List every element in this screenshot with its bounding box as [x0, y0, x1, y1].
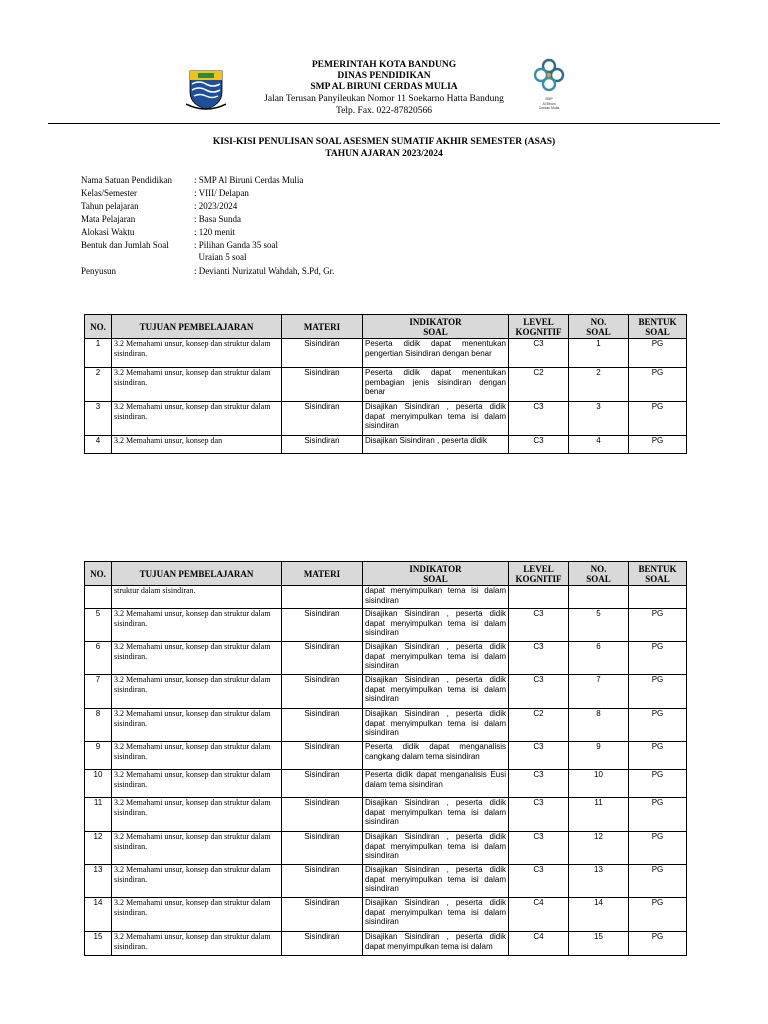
- level-cell: C3: [509, 436, 569, 454]
- info-label: [81, 251, 194, 264]
- info-label: Mata Pelajaran: [81, 213, 136, 224]
- table-header-row: [85, 315, 687, 339]
- nosoal-cell: 15: [569, 932, 629, 956]
- info-label: Tahun pelajaran: [81, 200, 139, 211]
- info-value: : VIII/ Delapan: [194, 187, 249, 198]
- letterhead-phone: Telp. Fax. 022-87820566: [336, 106, 432, 116]
- info-block: [81, 174, 334, 278]
- info-value: : SMP Al Biruni Cerdas Mulia: [194, 175, 304, 185]
- bentuk-cell: PG: [629, 609, 687, 642]
- indikator-cell: Disajikan Sisindiran , peserta didik dapat menyimpulkan tema isi dalam sisindiran: [363, 865, 509, 898]
- school-emblem-icon: [528, 58, 570, 92]
- school-logo-text3: Cerdas Mulia: [538, 106, 560, 110]
- level-cell: C2: [509, 709, 569, 742]
- header-nosoal-line1: NO.: [590, 563, 607, 574]
- header-bentuk-line1: BENTUK: [638, 316, 677, 327]
- table-row: [85, 675, 687, 709]
- row-number: 10: [85, 770, 112, 798]
- row-number: 12: [85, 832, 112, 865]
- indikator-cell: Disajikan Sisindiran , peserta didik: [363, 436, 509, 454]
- bentuk-cell: PG: [629, 770, 687, 798]
- table-header-row: [85, 562, 687, 586]
- info-value: : Basa Sunda: [194, 213, 241, 224]
- header-nosoal: [569, 315, 629, 339]
- header-level-line2: KOGNITIF: [515, 326, 562, 337]
- tujuan-cell: 3.2 Memahami unsur, konsep dan struktur dalam sisindiran.: [112, 675, 282, 709]
- bentuk-cell: PG: [629, 932, 687, 956]
- row-number: 9: [85, 742, 112, 770]
- header-indikator-line2: SOAL: [423, 326, 448, 337]
- nosoal-cell: 6: [569, 642, 629, 675]
- tujuan-cell: struktur dalam sisindiran.: [112, 586, 282, 609]
- row-number: 5: [85, 609, 112, 642]
- tujuan-cell: 3.2 Memahami unsur, konsep dan struktur dalam sisindiran.: [112, 898, 282, 932]
- bentuk-cell: PG: [629, 832, 687, 865]
- header-nosoal-line2: SOAL: [586, 573, 611, 584]
- nosoal-cell: 9: [569, 742, 629, 770]
- table-row-continuation: [85, 586, 687, 609]
- header-level: [509, 315, 569, 339]
- info-label: Alokasi Waktu: [81, 226, 135, 237]
- table-row: [85, 898, 687, 932]
- header-indikator-line1: INDIKATOR: [409, 316, 462, 327]
- tujuan-cell: 3.2 Memahami unsur, konsep dan: [112, 436, 282, 454]
- row-number: 14: [85, 898, 112, 932]
- materi-cell: Sisindiran: [282, 642, 363, 675]
- letterhead-divider: [48, 123, 720, 124]
- level-cell: C3: [509, 402, 569, 436]
- info-label: Kelas/Semester: [81, 187, 137, 198]
- document-subtitle: TAHUN AJARAN 2023/2024: [325, 149, 443, 159]
- bentuk-cell: PG: [629, 865, 687, 898]
- table-row: [85, 709, 687, 742]
- header-nosoal-line1: NO.: [590, 316, 607, 327]
- header-indikator: [363, 315, 509, 339]
- level-cell: C3: [509, 832, 569, 865]
- indikator-cell: Disajikan Sisindiran , peserta didik dapat menyimpulkan tema isi dalam sisindiran: [363, 798, 509, 832]
- table-row: [85, 402, 687, 436]
- header-indikator: [363, 562, 509, 586]
- level-cell: C2: [509, 368, 569, 402]
- tujuan-cell: 3.2 Memahami unsur, konsep dan struktur dalam sisindiran.: [112, 339, 282, 368]
- materi-cell: Sisindiran: [282, 675, 363, 709]
- nosoal-cell: 11: [569, 798, 629, 832]
- header-nosoal-line2: SOAL: [586, 326, 611, 337]
- indikator-cell: Disajikan Sisindiran , peserta didik dapat menyimpulkan tema isi dalam sisindiran: [363, 898, 509, 932]
- row-number: 2: [85, 368, 112, 402]
- tujuan-cell: 3.2 Memahami unsur, konsep dan struktur dalam sisindiran.: [112, 742, 282, 770]
- materi-cell: Sisindiran: [282, 436, 363, 454]
- table-row: [85, 742, 687, 770]
- header-bentuk-line2: SOAL: [645, 326, 670, 337]
- info-row: [81, 226, 334, 239]
- header-level-line1: LEVEL: [523, 316, 554, 327]
- tujuan-cell: 3.2 Memahami unsur, konsep dan struktur dalam sisindiran.: [112, 798, 282, 832]
- level-cell: C4: [509, 898, 569, 932]
- header-indikator-line1: INDIKATOR: [409, 563, 462, 574]
- nosoal-cell: [569, 586, 629, 609]
- nosoal-cell: 3: [569, 402, 629, 436]
- tujuan-cell: 3.2 Memahami unsur, konsep dan struktur dalam sisindiran.: [112, 609, 282, 642]
- header-bentuk-line1: BENTUK: [638, 563, 677, 574]
- bandung-city-emblem-icon: [186, 68, 226, 110]
- header-materi: MATERI: [282, 562, 363, 586]
- school-logo: [528, 58, 570, 110]
- nosoal-cell: 14: [569, 898, 629, 932]
- table-row: [85, 642, 687, 675]
- header-no: NO.: [85, 315, 112, 339]
- info-value: Uraian 5 soal: [194, 252, 247, 263]
- header-nosoal: [569, 562, 629, 586]
- table-row: [85, 832, 687, 865]
- bentuk-cell: PG: [629, 402, 687, 436]
- header-indikator-line2: SOAL: [423, 573, 448, 584]
- indikator-cell: Disajikan Sisindiran , peserta didik dapat menyimpulkan tema isi dalam sisindiran: [363, 675, 509, 709]
- bentuk-cell: PG: [629, 798, 687, 832]
- header-tujuan: TUJUAN PEMBELAJARAN: [112, 315, 282, 339]
- header-level-line1: LEVEL: [523, 563, 554, 574]
- header-level: [509, 562, 569, 586]
- header-materi: MATERI: [282, 315, 363, 339]
- row-number: [85, 586, 112, 609]
- nosoal-cell: 10: [569, 770, 629, 798]
- materi-cell: Sisindiran: [282, 709, 363, 742]
- info-row: [81, 200, 334, 213]
- header-level-line2: KOGNITIF: [515, 573, 562, 584]
- level-cell: C3: [509, 865, 569, 898]
- table-row: [85, 339, 687, 368]
- nosoal-cell: 2: [569, 368, 629, 402]
- level-cell: C4: [509, 932, 569, 956]
- info-label: Nama Satuan Pendidikan: [81, 175, 172, 185]
- letterhead-department: DINAS PENDIDIKAN: [337, 71, 431, 81]
- materi-cell: Sisindiran: [282, 898, 363, 932]
- row-number: 7: [85, 675, 112, 709]
- row-number: 15: [85, 932, 112, 956]
- level-cell: [509, 586, 569, 609]
- info-row: [81, 187, 334, 200]
- nosoal-cell: 12: [569, 832, 629, 865]
- table-row: [85, 770, 687, 798]
- table-row: [85, 368, 687, 402]
- tujuan-cell: 3.2 Memahami unsur, konsep dan struktur dalam sisindiran.: [112, 932, 282, 956]
- tujuan-cell: 3.2 Memahami unsur, konsep dan struktur dalam sisindiran.: [112, 770, 282, 798]
- indikator-cell: Disajikan Sisindiran , peserta didik dapat menyimpulkan tema isi dalam sisindiran: [363, 709, 509, 742]
- materi-cell: Sisindiran: [282, 742, 363, 770]
- nosoal-cell: 7: [569, 675, 629, 709]
- row-number: 11: [85, 798, 112, 832]
- header-bentuk-line2: SOAL: [645, 573, 670, 584]
- table-row: [85, 865, 687, 898]
- level-cell: C3: [509, 609, 569, 642]
- info-row: [81, 213, 334, 226]
- nosoal-cell: 13: [569, 865, 629, 898]
- school-logo-text2: Al Biruni: [542, 101, 556, 106]
- tujuan-cell: 3.2 Memahami unsur, konsep dan struktur dalam sisindiran.: [112, 832, 282, 865]
- info-row: [81, 251, 334, 264]
- indikator-cell: Disajikan Sisindiran , peserta didik dapat menyimpulkan tema isi dalam sisindiran: [363, 402, 509, 436]
- row-number: 1: [85, 339, 112, 368]
- indikator-cell: Disajikan Sisindiran , peserta didik dapat menyimpulkan tema isi dalam sisindiran: [363, 642, 509, 675]
- bentuk-cell: PG: [629, 436, 687, 454]
- bentuk-cell: PG: [629, 675, 687, 709]
- materi-cell: Sisindiran: [282, 932, 363, 956]
- indikator-cell: Peserta didik dapat menentukan pengertian Sisindiran dengan benar: [363, 339, 509, 368]
- bentuk-cell: PG: [629, 742, 687, 770]
- indikator-cell: Peserta didik dapat menentukan pembagian jenis sisindiran dengan benar: [363, 368, 509, 402]
- materi-cell: Sisindiran: [282, 832, 363, 865]
- kisi-table-page1: [84, 314, 687, 454]
- letterhead-address: Jalan Terusan Panyileukan Nomor 11 Soekarno Hatta Bandung: [264, 94, 504, 104]
- tujuan-cell: 3.2 Memahami unsur, konsep dan struktur dalam sisindiran.: [112, 368, 282, 402]
- nosoal-cell: 4: [569, 436, 629, 454]
- bentuk-cell: PG: [629, 898, 687, 932]
- nosoal-cell: 8: [569, 709, 629, 742]
- bentuk-cell: PG: [629, 368, 687, 402]
- nosoal-cell: 1: [569, 339, 629, 368]
- bentuk-cell: PG: [629, 709, 687, 742]
- info-row: [81, 174, 334, 187]
- table-row: [85, 932, 687, 956]
- header-bentuk: [629, 562, 687, 586]
- nosoal-cell: 5: [569, 609, 629, 642]
- school-logo-text1: SMP: [545, 97, 553, 101]
- materi-cell: [282, 586, 363, 609]
- info-value: : Devianti Nurizatul Wahdah, S.Pd, Gr.: [194, 266, 335, 277]
- info-value: : 2023/2024: [194, 200, 238, 211]
- table-row: [85, 798, 687, 832]
- materi-cell: Sisindiran: [282, 609, 363, 642]
- info-row: [81, 265, 334, 278]
- header-bentuk: [629, 315, 687, 339]
- indikator-cell: Disajikan Sisindiran , peserta didik dapat menyimpulkan tema isi dalam sisindiran: [363, 832, 509, 865]
- bentuk-cell: [629, 586, 687, 609]
- row-number: 4: [85, 436, 112, 454]
- level-cell: C3: [509, 642, 569, 675]
- letterhead-school: SMP AL BIRUNI CERDAS MULIA: [310, 82, 458, 92]
- letterhead-government: PEMERINTAH KOTA BANDUNG: [311, 60, 457, 70]
- row-number: 6: [85, 642, 112, 675]
- materi-cell: Sisindiran: [282, 770, 363, 798]
- info-row: [81, 239, 334, 252]
- table-row: [85, 436, 687, 454]
- row-number: 8: [85, 709, 112, 742]
- row-number: 3: [85, 402, 112, 436]
- level-cell: C3: [509, 798, 569, 832]
- info-label: Penyusun: [81, 266, 117, 277]
- level-cell: C3: [509, 675, 569, 709]
- indikator-cell: Peserta didik dapat menganalisis Eusi dalam tema sisindiran: [363, 770, 509, 798]
- bentuk-cell: PG: [629, 339, 687, 368]
- kisi-table-page2: [84, 561, 687, 956]
- indikator-cell: Peserta didik dapat menganalisis cangkang dalam tema sisindiran: [363, 742, 509, 770]
- level-cell: C3: [509, 339, 569, 368]
- document-title: KISI-KISI PENULISAN SOAL ASESMEN SUMATIF AKHIR SEMESTER (ASAS): [212, 137, 556, 147]
- materi-cell: Sisindiran: [282, 339, 363, 368]
- header-no: NO.: [85, 562, 112, 586]
- info-value: : Pilihan Ganda 35 soal: [194, 239, 278, 250]
- level-cell: C3: [509, 770, 569, 798]
- materi-cell: Sisindiran: [282, 865, 363, 898]
- row-number: 13: [85, 865, 112, 898]
- materi-cell: Sisindiran: [282, 798, 363, 832]
- materi-cell: Sisindiran: [282, 402, 363, 436]
- table-row: [85, 609, 687, 642]
- tujuan-cell: 3.2 Memahami unsur, konsep dan struktur dalam sisindiran.: [112, 865, 282, 898]
- tujuan-cell: 3.2 Memahami unsur, konsep dan struktur dalam sisindiran.: [112, 402, 282, 436]
- info-label: Bentuk dan Jumlah Soal: [81, 239, 169, 250]
- indikator-cell: Disajikan Sisindiran , peserta didik dapat menyimpulkan tema isi dalam sisindiran: [363, 609, 509, 642]
- header-tujuan: TUJUAN PEMBELAJARAN: [112, 562, 282, 586]
- materi-cell: Sisindiran: [282, 368, 363, 402]
- indikator-cell: dapat menyimpulkan tema isi dalam sisindiran: [363, 586, 509, 609]
- tujuan-cell: 3.2 Memahami unsur, konsep dan struktur dalam sisindiran.: [112, 642, 282, 675]
- bentuk-cell: PG: [629, 642, 687, 675]
- level-cell: C3: [509, 742, 569, 770]
- info-value: : 120 menit: [194, 226, 235, 237]
- tujuan-cell: 3.2 Memahami unsur, konsep dan struktur dalam sisindiran.: [112, 709, 282, 742]
- indikator-cell: Disajikan Sisindiran , peserta didik dapat menyimpulkan tema isi dalam: [363, 932, 509, 956]
